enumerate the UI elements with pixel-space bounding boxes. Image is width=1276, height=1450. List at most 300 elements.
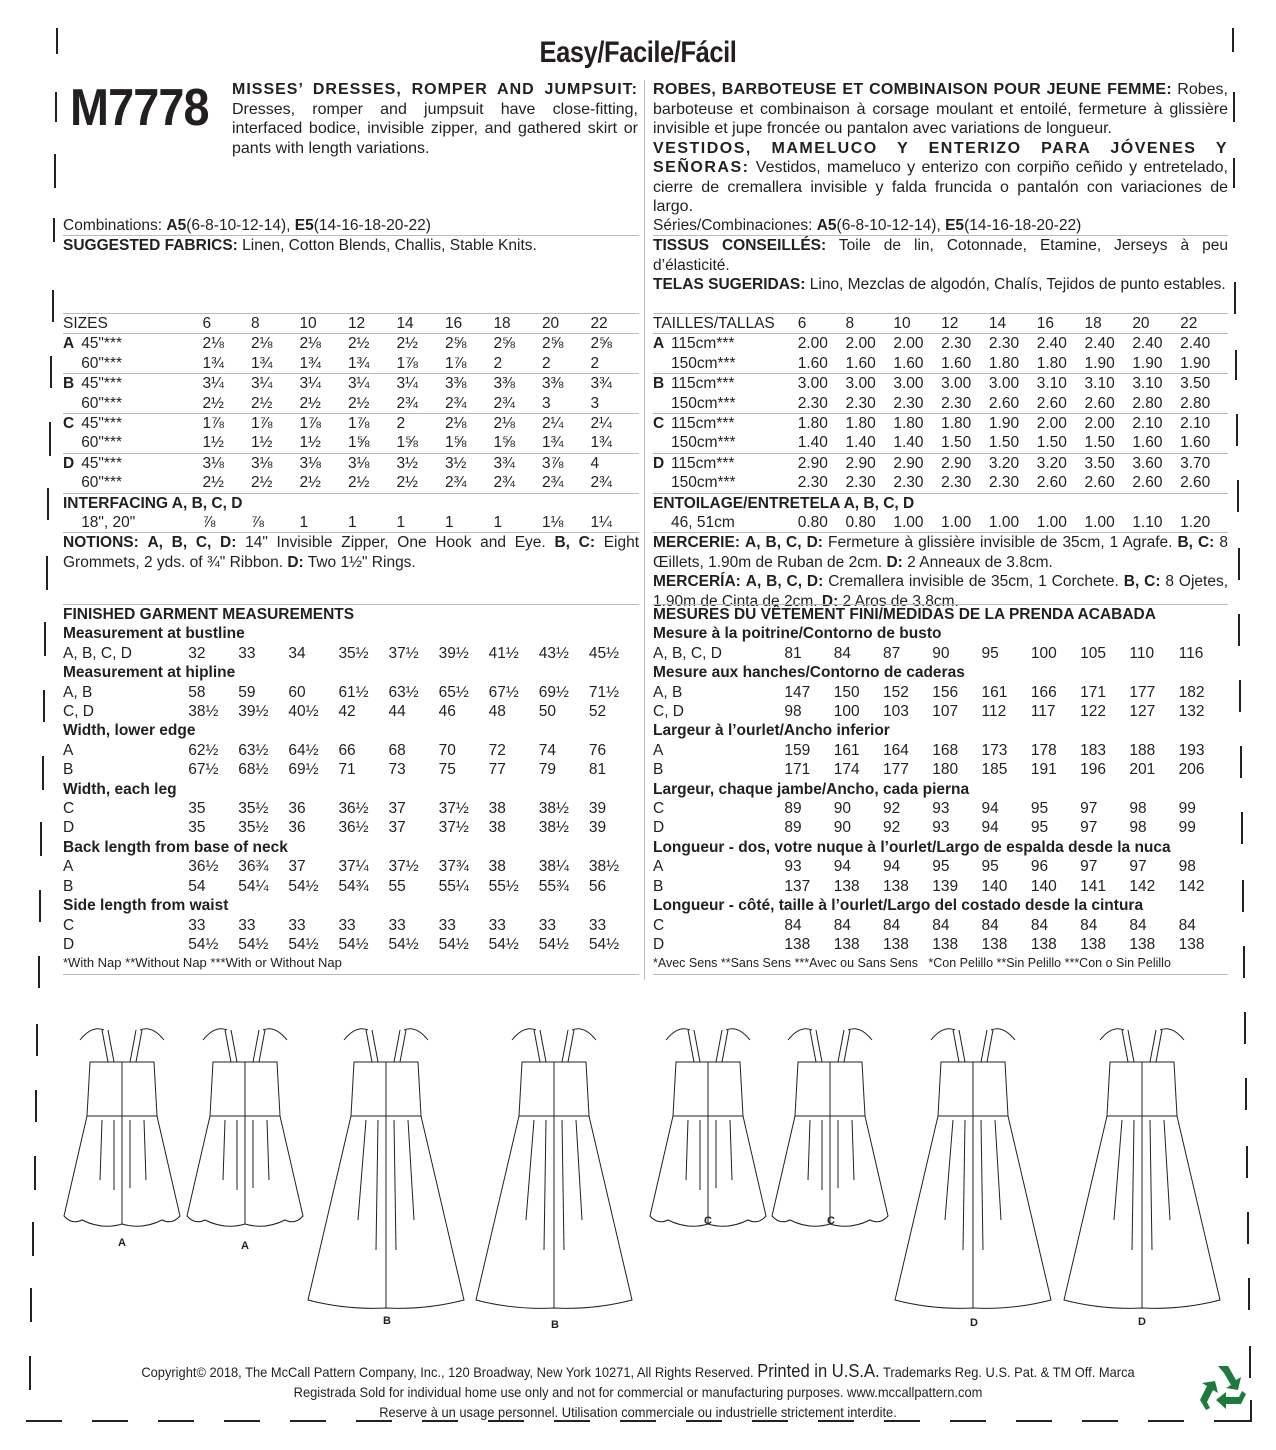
view-letter: A — [63, 335, 75, 353]
cell: 132 — [1178, 703, 1205, 721]
cell: 1.50 — [941, 433, 989, 453]
cut-mark — [56, 28, 58, 54]
cell: 98 — [1129, 800, 1147, 818]
cell: 92 — [882, 819, 901, 837]
cell: 3⅛ — [250, 454, 273, 472]
cell: 188 — [1129, 741, 1156, 759]
cell: 1⅞ — [202, 415, 224, 433]
cell: 4 — [590, 454, 600, 472]
cell: 2⅛ — [202, 335, 224, 353]
views-label: A, B — [653, 683, 683, 701]
cut-mark — [42, 756, 44, 790]
table-row — [63, 702, 639, 721]
cell: 74 — [538, 741, 556, 759]
views-label: C — [63, 800, 75, 818]
cell: 69½ — [538, 683, 569, 701]
cut-mark — [1241, 812, 1243, 844]
measurement-heading: Longueur - dos, votre nuque à l’ourlet/Largo de espalda desde la nuca — [653, 838, 1171, 856]
fabrics-text-es: Lino, Mezclas de algodón, Chalís, Tejidos de punto estables. — [809, 276, 1226, 294]
measurement-heading: Width, each leg — [63, 780, 177, 798]
cell: 75 — [438, 761, 456, 779]
cell: 2¾ — [542, 473, 591, 493]
cut-mark — [44, 622, 46, 656]
cell: 54½ — [538, 935, 569, 953]
cut-mark — [1238, 548, 1240, 580]
cell: 42 — [338, 703, 356, 721]
cell: 33 — [288, 916, 306, 934]
cell: 3½ — [444, 454, 467, 472]
cell: 1.80 — [893, 415, 924, 433]
cell: 98 — [784, 703, 802, 721]
footer-line-1 — [51, 1361, 1225, 1382]
cell: 3.50 — [1180, 375, 1211, 393]
cell: 138 — [784, 935, 811, 953]
cell: 1.90 — [988, 415, 1020, 433]
view-letter: B — [653, 375, 665, 393]
cell: 2½ — [347, 335, 370, 353]
notions-label: MERCERÍA: — [653, 573, 741, 591]
cell: 98 — [1129, 819, 1147, 837]
cell: 141 — [1080, 877, 1106, 895]
cell: 2.90 — [893, 454, 924, 472]
fabric-width: 115cm*** — [670, 415, 735, 433]
cell: 93 — [932, 800, 950, 818]
fabric-width: 115cm*** — [670, 375, 735, 393]
sketch-a-back — [187, 1029, 303, 1227]
cell: 1.80 — [845, 415, 876, 433]
cell: 48 — [488, 703, 506, 721]
cell: 66 — [338, 741, 356, 759]
cell: 37¾ — [438, 858, 469, 876]
table-row — [63, 433, 639, 453]
cell: 3¾ — [493, 454, 515, 472]
cell: 138 — [932, 935, 959, 953]
cell: 1.60 — [893, 354, 941, 374]
cell: 3¾ — [590, 375, 612, 393]
cell: 2.10 — [1180, 415, 1211, 433]
cell: 3.50 — [1084, 454, 1115, 472]
combination-code: A5 — [166, 217, 187, 234]
measurement-heading: Mesure à la poitrine/Contorno de busto — [653, 625, 942, 643]
cell: 1.00 — [1085, 513, 1133, 533]
sketch-label: A — [241, 1240, 249, 1252]
table-row — [63, 513, 639, 533]
cell: 191 — [1030, 761, 1057, 779]
table-row — [653, 473, 1228, 493]
cell: 2.40 — [1180, 335, 1211, 353]
cell: 1⅞ — [347, 415, 370, 433]
cell: 117 — [1030, 703, 1056, 721]
table-row — [653, 453, 1228, 473]
cell: 1½ — [299, 433, 348, 453]
cell: 1¾ — [251, 354, 300, 374]
cell: 54½ — [438, 935, 469, 953]
measurements-title: MESURES DU VÊTEMENT FINI/MEDIDAS DE LA PRENDA ACABADA — [653, 606, 1156, 623]
cell: 2.40 — [1084, 335, 1115, 353]
cell: 97 — [1080, 858, 1098, 876]
cell: 2.30 — [941, 335, 972, 353]
fabric-width: 45"*** — [81, 375, 123, 393]
views-label: C, D — [653, 703, 684, 721]
cell: 2.40 — [1132, 335, 1163, 353]
cell: 92 — [882, 800, 901, 818]
cell: 0.80 — [846, 513, 894, 533]
english-measurements-table — [63, 604, 639, 975]
cell: 33 — [388, 916, 406, 934]
sketch-d-front — [895, 1029, 1051, 1309]
cut-mark — [47, 488, 49, 520]
fabrics-text: Linen, Cotton Blends, Challis, Stable Knits. — [242, 237, 537, 255]
views-label: C — [653, 916, 665, 934]
cut-mark — [40, 822, 42, 856]
cell: 3½ — [396, 454, 418, 472]
copyright-text: Copyright© 2018, The McCall Pattern Company, Inc., 120 Broadway, New York 10271, All Rights Reserved. — [141, 1364, 754, 1380]
interfacing-heading-row — [63, 493, 639, 513]
cell: 38½ — [588, 858, 619, 876]
sketch-label: C — [827, 1215, 835, 1227]
cell: 2 — [493, 354, 542, 374]
cell: 54½ — [188, 935, 219, 953]
cut-mark — [1232, 28, 1234, 52]
notions-text: 8 Ojetes, 1.90m de Cinta de 2cm. — [653, 573, 1229, 610]
cell: 55¾ — [538, 877, 569, 895]
footnote: *Avec Sens **Sans Sens ***Avec ou Sans Sens *Con Pelillo **Sin Pelillo ***Con o Sin Pelillo — [653, 954, 1228, 975]
cell: 54½ — [288, 877, 319, 895]
cell: 1.40 — [846, 433, 894, 453]
column-divider — [644, 80, 645, 980]
notions-views: A, B, C, D: — [745, 573, 824, 591]
cell: 2.60 — [1132, 473, 1180, 493]
cell: 36¾ — [238, 858, 269, 876]
cell: 3⅞ — [541, 454, 564, 472]
cell: 1.80 — [941, 415, 972, 433]
cell: 1.40 — [798, 433, 846, 453]
cell: 107 — [932, 703, 959, 721]
cell: 150 — [833, 683, 860, 701]
cell: 73 — [388, 761, 406, 779]
view-letter: C — [63, 415, 75, 433]
cell: 139 — [932, 877, 959, 895]
cell: 2½ — [348, 394, 397, 414]
cell: 2.00 — [845, 335, 876, 353]
cell: 1 — [396, 513, 445, 533]
cell: 45½ — [588, 644, 619, 662]
view-letter: D — [653, 454, 665, 472]
cut-mark — [52, 290, 54, 322]
cell: 2.00 — [1084, 415, 1115, 433]
spanish-description-text: Vestidos, mameluco y enterizo con corpiño ceñido y entretelado, cierre de cremallera invisible y falda fruncida o pantalón con variaciones de largo. — [653, 159, 1228, 215]
cell: 138 — [882, 877, 909, 895]
cell: 55¼ — [438, 877, 469, 895]
cell: 90 — [932, 644, 950, 662]
cell: 36½ — [188, 858, 219, 876]
combinations-line: Combinations: A5(6-8-10-12-14), E5(14-16-18-20-22) — [63, 216, 639, 236]
cell: 3⅛ — [347, 454, 370, 472]
cell: 3.00 — [941, 375, 972, 393]
cell: 37 — [288, 858, 306, 876]
cell: 65½ — [438, 683, 469, 701]
cell: 87 — [882, 644, 901, 662]
spanish-title: VESTIDOS, MAMELUCO Y ENTERIZO PARA JÓVENES Y SEÑORAS: — [653, 139, 1228, 176]
cell: 55 — [388, 877, 406, 895]
cell: 54½ — [238, 935, 269, 953]
cell: 59 — [238, 683, 256, 701]
sketch-c-front — [650, 1029, 766, 1227]
size-header: 20 — [542, 314, 591, 334]
cell: 1.00 — [941, 513, 989, 533]
measurement-heading: Largeur à l’ourlet/Ancho inferior — [653, 722, 890, 740]
cut-mark — [29, 1356, 31, 1390]
cell: 38 — [488, 800, 506, 818]
cell: 2½ — [299, 473, 348, 493]
sketch-a-front — [64, 1029, 180, 1227]
cell: 1.60 — [941, 354, 989, 374]
cell: 2.30 — [941, 394, 989, 414]
cell: 55½ — [488, 877, 519, 895]
cell: 95 — [1030, 819, 1049, 837]
cell: 81 — [588, 761, 607, 779]
notions-fr — [653, 533, 1228, 572]
cell: 2 — [590, 354, 639, 374]
english-yardage-table — [63, 313, 639, 572]
table-row — [63, 644, 639, 663]
cell: 77 — [488, 761, 506, 779]
table-row — [63, 818, 639, 837]
cell: 171 — [1080, 683, 1106, 701]
combination-sizes: (6-8-10-12-14) — [186, 217, 287, 234]
cell: 37 — [388, 819, 406, 837]
cell: 1.80 — [1037, 354, 1085, 374]
cell: 2.60 — [1085, 473, 1133, 493]
cell: 1.90 — [1180, 354, 1228, 374]
cell: 38¼ — [538, 858, 569, 876]
cell: 95 — [932, 858, 950, 876]
cell: 39½ — [238, 703, 269, 721]
cell: 36½ — [338, 800, 369, 818]
cell: 2.30 — [989, 473, 1037, 493]
cell: 1⅞ — [299, 415, 321, 433]
cell: 33 — [338, 916, 356, 934]
cell: 178 — [1030, 741, 1057, 759]
cell: 46 — [438, 703, 456, 721]
cell: 138 — [833, 935, 860, 953]
notions-views: B, C: — [1177, 534, 1215, 552]
table-row — [63, 414, 639, 434]
cell: 161 — [981, 683, 1008, 701]
cell: 110 — [1129, 644, 1155, 662]
cell: 3¼ — [299, 375, 321, 393]
cell: 2.00 — [893, 335, 924, 353]
combination-code: A5 — [816, 217, 837, 234]
cut-mark — [1235, 350, 1237, 380]
table-row — [63, 857, 639, 876]
english-column — [63, 216, 639, 256]
cell: 137 — [784, 877, 811, 895]
cell: 2.10 — [1132, 415, 1163, 433]
size-header: 14 — [396, 314, 445, 334]
measurement-heading: Width, lower edge — [63, 722, 196, 740]
cell: 35½ — [338, 644, 369, 662]
cell: 3¼ — [347, 375, 370, 393]
table-row — [63, 741, 639, 760]
cell: 122 — [1080, 703, 1106, 721]
notions-text: Two 1½" Rings. — [307, 553, 416, 571]
size-header: 8 — [846, 314, 894, 334]
cell: 1⅞ — [445, 354, 494, 374]
cell: 185 — [981, 761, 1008, 779]
cell: 94 — [833, 858, 851, 876]
cut-mark — [1237, 480, 1239, 512]
cell: 84 — [1030, 916, 1049, 934]
cut-mark — [1233, 158, 1235, 188]
measurement-heading: Measurement at bustline — [63, 625, 245, 643]
table-row — [63, 334, 639, 354]
table-row — [63, 453, 639, 473]
cell: 1 — [493, 513, 542, 533]
cell: 35½ — [238, 819, 269, 837]
notions-views: D: — [886, 553, 903, 571]
cell: 138 — [1129, 935, 1156, 953]
cell: 138 — [1080, 935, 1106, 953]
cell: 37 — [388, 800, 406, 818]
sketch-label: D — [1138, 1316, 1146, 1328]
combination-sizes: (14-16-18-20-22) — [313, 217, 431, 234]
measurement-heading: Largeur, chaque jambe/Ancho, cada pierna — [653, 780, 970, 798]
cell: 171 — [784, 761, 811, 779]
cut-mark — [55, 92, 57, 122]
sketch-label: A — [118, 1237, 126, 1249]
cell: 2.40 — [1036, 335, 1067, 353]
views-label: A — [63, 858, 74, 876]
views-label: D — [63, 935, 75, 953]
cell: 39 — [588, 819, 607, 837]
cell: 156 — [932, 683, 959, 701]
cell: 38½ — [538, 819, 569, 837]
cell: 2⅝ — [590, 335, 612, 353]
cell: 54¼ — [238, 877, 269, 895]
french-description-text: Robes, barboteuse et combinaison à corsage moulant et entoilé, fermeture à glissière invisible et jupe froncée ou pantalon avec variations de longueur. — [653, 81, 1228, 137]
cell: 34 — [288, 644, 306, 662]
combinations-label: Séries/Combinaciones: — [653, 217, 813, 234]
cut-mark — [46, 556, 48, 590]
cell: 38 — [488, 819, 506, 837]
cell: 0.80 — [798, 513, 846, 533]
cell: 84 — [1080, 916, 1098, 934]
cut-mark — [49, 422, 51, 456]
interfacing-label: INTERFACING A, B, C, D — [63, 494, 243, 512]
cell: 50 — [538, 703, 556, 721]
table-row — [653, 818, 1228, 837]
cut-mark — [1234, 282, 1236, 314]
notions-text: 14" Invisible Zipper, One Hook and Eye. — [245, 534, 546, 552]
cell: 2⅛ — [250, 335, 273, 353]
cell: 142 — [1178, 877, 1205, 895]
views-label: A — [63, 741, 74, 759]
table-row — [63, 374, 639, 394]
sketch-label: B — [551, 1319, 559, 1331]
cell: ⅞ — [251, 513, 300, 533]
cell: 1.90 — [1132, 354, 1180, 374]
english-description-text: Dresses, romper and jumpsuit have close-fitting, interfaced bodice, invisible zipper, and gathered skirt or pants with length variations. — [232, 100, 638, 157]
fabric-width: 45"*** — [81, 335, 123, 353]
cell: 37½ — [388, 644, 419, 662]
cell: 1¾ — [348, 354, 397, 374]
table-row — [653, 799, 1228, 818]
cell: 69½ — [288, 761, 319, 779]
cell: 2.60 — [989, 394, 1037, 414]
size-header: 8 — [251, 314, 300, 334]
cell: 56 — [588, 877, 607, 895]
cell: 1¾ — [299, 354, 348, 374]
cell: 95 — [1030, 800, 1049, 818]
cell: 103 — [882, 703, 909, 721]
cell: 1.00 — [989, 513, 1037, 533]
french-spanish-column — [653, 216, 1228, 295]
cell: 79 — [538, 761, 556, 779]
cell: 1.60 — [846, 354, 894, 374]
cell: 3⅛ — [299, 454, 321, 472]
notions-views: D: — [287, 553, 304, 571]
cell: 54½ — [338, 935, 369, 953]
cell: 1.50 — [1085, 433, 1133, 453]
cell: 54½ — [588, 935, 619, 953]
size-header: 20 — [1132, 314, 1180, 334]
cell: 89 — [784, 800, 802, 818]
table-row — [653, 857, 1228, 876]
cell: 138 — [833, 877, 860, 895]
cell: 2⅛ — [444, 415, 467, 433]
table-row — [653, 414, 1228, 434]
cell: 177 — [1129, 683, 1156, 701]
table-row — [653, 374, 1228, 394]
cell: 3.00 — [893, 375, 924, 393]
cell: 36 — [288, 819, 306, 837]
fabric-width: 150cm*** — [671, 354, 798, 374]
table-row — [63, 683, 639, 702]
cell: 3⅛ — [202, 454, 224, 472]
cell: 3.00 — [797, 375, 828, 393]
cell: 63½ — [388, 683, 419, 701]
cell: 2¾ — [590, 473, 639, 493]
sketch-label: C — [704, 1215, 712, 1227]
cell: 2½ — [348, 473, 397, 493]
cell: 33 — [588, 916, 607, 934]
measurements-title: FINISHED GARMENT MEASUREMENTS — [63, 606, 355, 623]
cell: 138 — [1178, 935, 1205, 953]
cell: 1 — [445, 513, 494, 533]
cell: 94 — [882, 858, 901, 876]
sketch-label: B — [383, 1315, 391, 1327]
table-row — [63, 877, 639, 896]
table-row — [653, 644, 1228, 663]
cell: 116 — [1178, 644, 1204, 662]
cell: 72 — [488, 741, 506, 759]
cell: 2.00 — [797, 335, 828, 353]
table-row — [653, 760, 1228, 779]
cell: 67½ — [488, 683, 519, 701]
cell: 2½ — [396, 473, 445, 493]
cut-mark — [1243, 946, 1245, 978]
cell: 2¾ — [396, 394, 445, 414]
fabric-width: 115cm*** — [670, 335, 735, 353]
cell: 1.60 — [1180, 433, 1228, 453]
cell: 2¾ — [445, 473, 494, 493]
table-row — [63, 354, 639, 374]
cell: 2⅛ — [299, 335, 321, 353]
measurement-heading: Measurement at hipline — [63, 664, 236, 682]
size-header: 18 — [1085, 314, 1133, 334]
measurement-heading: Side length from waist — [63, 897, 229, 915]
